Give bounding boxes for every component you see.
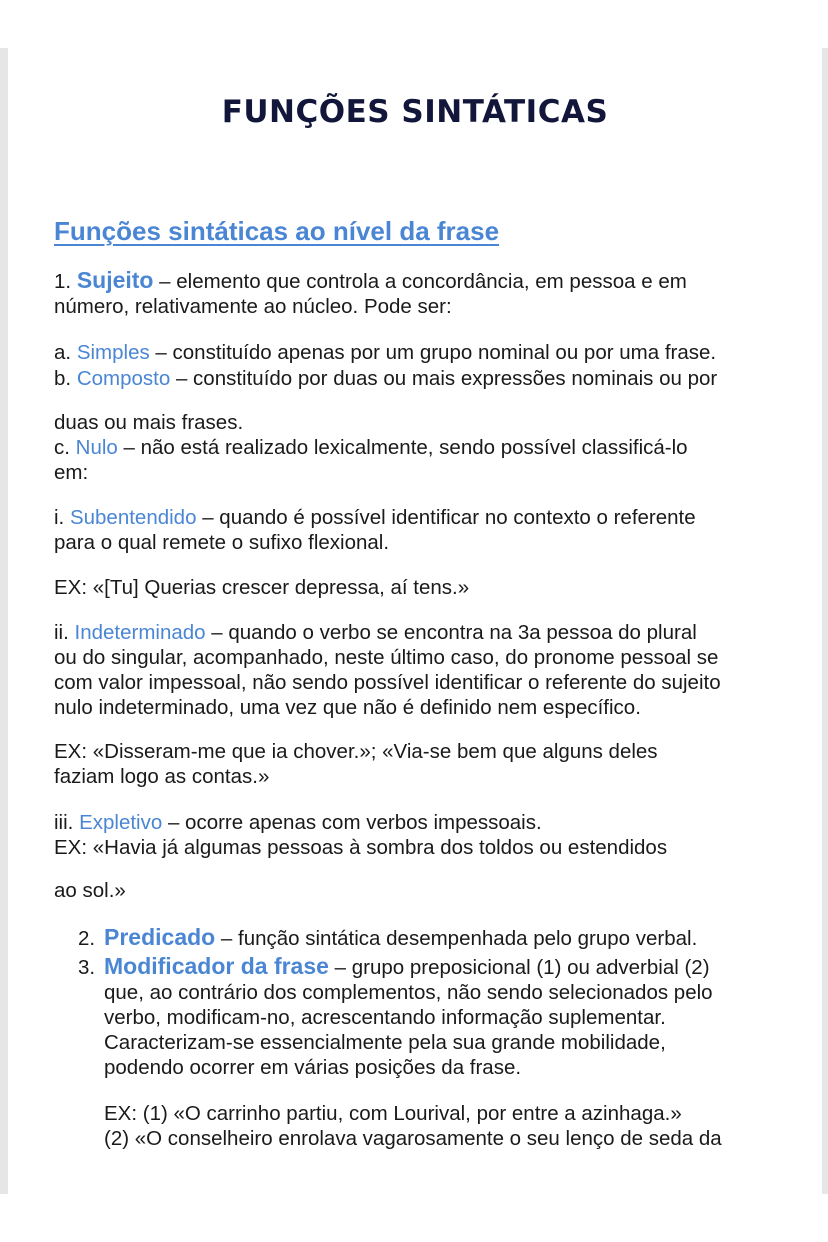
item-nulo xyxy=(54,435,784,485)
item-expletivo xyxy=(54,810,784,860)
item-predicado xyxy=(78,925,798,951)
term-predicado: Predicado xyxy=(104,924,216,950)
example-2 xyxy=(54,739,784,789)
text-line: em: xyxy=(54,461,89,484)
text-line: – quando o verbo se encontra na 3a pessoa do plural xyxy=(205,621,697,644)
item-number: 2. xyxy=(78,927,96,950)
item-prefix: c. xyxy=(54,436,70,459)
text-line: com valor impessoal, não sendo possível identificar o referente do sujeito xyxy=(54,671,721,694)
item-prefix: a. xyxy=(54,341,72,364)
text-line: – não está realizado lexicalmente, sendo possível classificá-lo xyxy=(117,436,688,459)
text-line: que, ao contrário dos complementos, não sendo selecionados pelo xyxy=(104,981,713,1004)
term-nulo: Nulo xyxy=(75,436,118,459)
text-line: duas ou mais frases. xyxy=(54,411,244,434)
text-line: podendo ocorrer em várias posições da frase. xyxy=(104,1056,522,1079)
item-modificador xyxy=(78,954,822,1080)
term-sujeito: Sujeito xyxy=(76,267,154,293)
item-number: 3. xyxy=(78,956,96,979)
example-3 xyxy=(104,1101,804,1151)
page-right-shadow xyxy=(822,48,828,1194)
text-line: EX: «Disseram-me que ia chover.»; «Via-se bem que alguns deles xyxy=(54,740,658,763)
text-line: ou do singular, acompanhado, neste último caso, do pronome pessoal se xyxy=(54,646,719,669)
item-expletivo-cont xyxy=(54,878,784,903)
section-heading: Funções sintáticas ao nível da frase xyxy=(54,216,500,246)
document-page xyxy=(8,48,822,1194)
term-modificador: Modificador da frase xyxy=(104,953,329,979)
item-prefix: b. xyxy=(54,367,72,390)
text-line: EX: «Havia já algumas pessoas à sombra dos toldos ou estendidos xyxy=(54,836,668,859)
text-line: EX: (1) «O carrinho partiu, com Lourival, por entre a azinhaga.» xyxy=(104,1102,682,1125)
text-line: nulo indeterminado, uma vez que não é definido nem específico. xyxy=(54,696,641,719)
text-line: Caracterizam-se essencialmente pela sua grande mobilidade, xyxy=(104,1031,666,1054)
text-line: – ocorre apenas com verbos impessoais. xyxy=(162,811,542,834)
term-simples: Simples xyxy=(76,341,150,364)
example-1: EX: «[Tu] Querias crescer depressa, aí tens.» xyxy=(54,576,470,599)
item-sujeito xyxy=(54,268,784,319)
screen-top-margin xyxy=(0,0,828,48)
term-subentendido: Subentendido xyxy=(69,506,197,529)
text-line: (2) «O conselheiro enrolava vagarosamente o seu lenço de seda da xyxy=(104,1127,722,1150)
text-line: – constituído por duas ou mais expressões nominais ou por xyxy=(170,367,718,390)
text-line: ao sol.» xyxy=(54,879,126,902)
term-expletivo: Expletivo xyxy=(79,811,163,834)
item-prefix: i. xyxy=(54,506,65,529)
text-line: – elemento que controla a concordância, em pessoa e em xyxy=(153,270,687,293)
term-indeterminado: Indeterminado xyxy=(74,621,206,644)
text-line: número, relativamente ao núcleo. Pode ser: xyxy=(54,295,452,318)
text-line: – grupo preposicional (1) ou adverbial (2) xyxy=(328,956,710,979)
item-number: 1. xyxy=(54,270,72,293)
item-composto-cont xyxy=(54,410,784,435)
item-simples xyxy=(54,340,784,365)
term-composto: Composto xyxy=(76,367,171,390)
text-line: faziam logo as contas.» xyxy=(54,765,270,788)
item-indeterminado xyxy=(54,620,784,720)
text-line: – quando é possível identificar no contexto o referente xyxy=(196,506,696,529)
item-composto xyxy=(54,366,784,391)
page-left-shadow xyxy=(0,48,8,1194)
item-prefix: iii. xyxy=(54,811,74,834)
item-prefix: ii. xyxy=(54,621,69,644)
text-line: verbo, modificam-no, acrescentando informação suplementar. xyxy=(104,1006,666,1029)
item-subentendido xyxy=(54,505,784,555)
text-line: – constituído apenas por um grupo nominal ou por uma frase. xyxy=(149,341,717,364)
text-line: – função sintática desempenhada pelo grupo verbal. xyxy=(215,927,698,950)
text-line: para o qual remete o sufixo flexional. xyxy=(54,531,390,554)
page-title: FUNÇÕES SINTÁTICAS xyxy=(221,94,609,130)
